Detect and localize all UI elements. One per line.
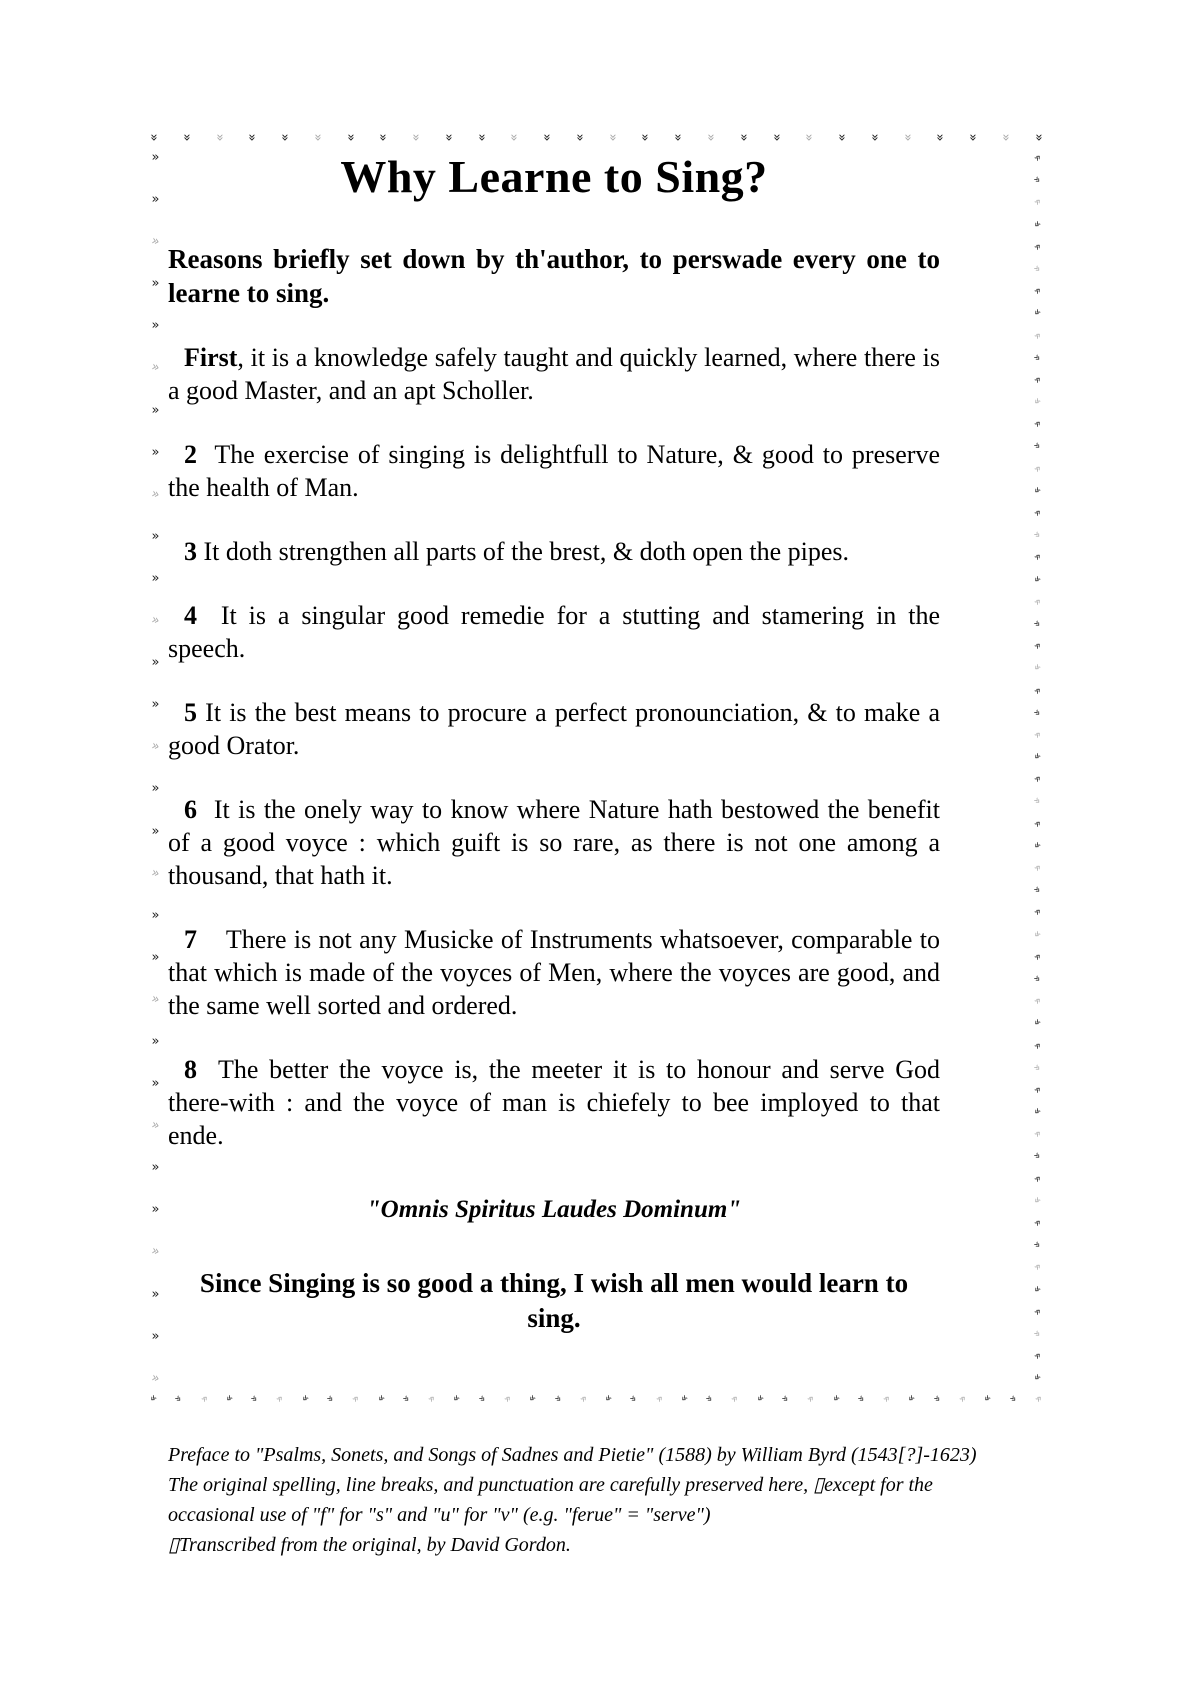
- latin-quote: "Omnis Spiritus Laudes Dominum": [366, 1196, 742, 1223]
- paragraph-text: It is the best means to procure a perfect pronounciation, & to make a good Orator.: [168, 698, 940, 760]
- border-right: » » » » » » » » » » » » » » » » » » » » » » » » » » » » » » » » » » » » » » » » » » » » » » » » » » » » » » » »: [1030, 150, 1045, 1385]
- paragraph-lead: 5: [184, 698, 197, 727]
- footer-line-4: ▯Transcribed from the original, by David Gordon.: [168, 1534, 571, 1556]
- paragraph-8: [168, 1053, 940, 1152]
- subtitle-line-2: learne to sing.: [168, 278, 330, 308]
- paragraph-first: [168, 341, 940, 407]
- paragraph-4: [168, 599, 940, 665]
- paragraph-lead: 3: [184, 537, 197, 566]
- border-bottom: » » » » » » » » » » » » » » » » » » » » » » » » » » » » » » » » » » » »: [146, 1391, 1046, 1406]
- paragraph-text: The better the voyce is, the meeter it is to honour and serve God there-with : and the voyce of man is chiefely to bee imployed to that ende.: [168, 1055, 940, 1150]
- subtitle: [168, 242, 940, 310]
- footer-line-1: Preface to "Psalms, Sonets, and Songs of Sadnes and Pietie" (1588) by William Byrd (1543[?]-1623): [168, 1444, 977, 1466]
- closing-line-2: sing.: [527, 1303, 581, 1333]
- paragraph-lead: 6: [184, 795, 197, 824]
- paragraph-text: It doth strengthen all parts of the brest, & doth open the pipes.: [197, 537, 850, 566]
- footer-line-3: occasional use of "f" for "s" and "u" for "v" (e.g. "ferue" = "serve"): [168, 1504, 711, 1526]
- border-top: » » » » » » » » » » » » » » » » » » » » » » » » » » » »: [146, 133, 1046, 142]
- paragraph-lead: First: [184, 343, 238, 372]
- paragraph-2: [168, 438, 940, 504]
- footer-note: [168, 1440, 978, 1560]
- paragraph-text: There is not any Musicke of Instruments whatsoever, comparable to that which is made of the voyces of Men, where the voyces are good, and the same well sorted and ordered.: [168, 925, 940, 1020]
- paragraph-text: It is the onely way to know where Nature hath bestowed the benefit of a good voyce : which guift is so rare, as there is not one among a thousand, that hath it.: [168, 795, 940, 890]
- paragraph-text: , it is a knowledge safely taught and quickly learned, where there is a good Master, and an apt Scholler.: [168, 343, 940, 405]
- paragraph-lead: 8: [184, 1055, 197, 1084]
- paragraph-5: [168, 696, 940, 762]
- border-left: » » » » » » » » » » » » » » » » » » » » » » » » » » » » » »: [149, 150, 162, 1387]
- paragraph-text: It is a singular good remedie for a stutting and stamering in the speech.: [168, 601, 940, 663]
- paragraph-lead: 7: [184, 925, 197, 954]
- paragraph-lead: 4: [184, 601, 197, 630]
- paragraph-lead: 2: [184, 440, 197, 469]
- paragraph-6: [168, 793, 940, 892]
- paragraph-3: [168, 535, 940, 568]
- paragraph-7: [168, 923, 940, 1022]
- closing-statement: [168, 1266, 940, 1336]
- subtitle-line-1: Reasons briefly set down by th'author, to perswade every one to: [168, 244, 940, 274]
- closing-line-1: Since Singing is so good a thing, I wish all men would learn to: [199, 1268, 909, 1298]
- document-content: [168, 146, 940, 1336]
- paragraph-text: The exercise of singing is delightfull to Nature, & good to preserve the health of Man.: [168, 440, 940, 502]
- footer-line-2: The original spelling, line breaks, and punctuation are carefully preserved here, ▯except for the: [168, 1474, 933, 1496]
- page-title: Why Learne to Sing?: [340, 151, 768, 202]
